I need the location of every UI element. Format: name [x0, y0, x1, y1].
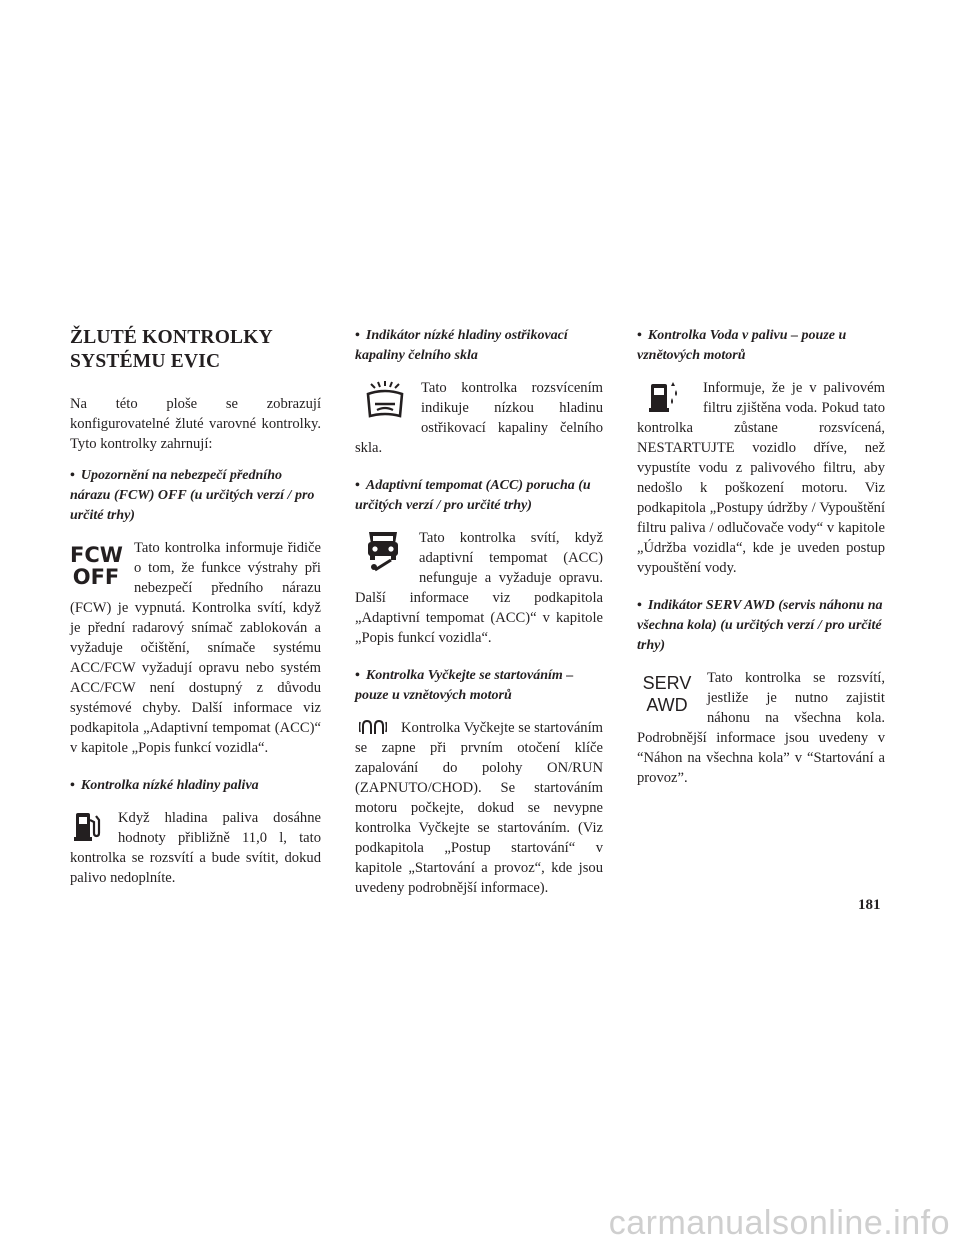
bullet: •	[355, 478, 360, 493]
column-2	[355, 326, 603, 916]
entry-heading	[355, 666, 603, 706]
fcw-off-icon	[70, 544, 122, 588]
entry-acc-fault	[355, 476, 603, 648]
entry-heading	[70, 776, 321, 796]
fcw-icon-label: FCW	[70, 543, 123, 567]
section-title-line-1: ŽLUTÉ KONTROLKY	[70, 327, 273, 348]
awd-icon-label: AWD	[646, 695, 688, 715]
intro-text: Na této ploše se zobrazují konfigurovatelné žluté varovné kontrolky. Tyto kontrolky zahrnují:	[70, 396, 321, 452]
watermark: carmanualsonline.info	[608, 1204, 950, 1242]
column-3	[637, 326, 885, 806]
entry-text: Tato kontrolka informuje řidiče o tom, že funkce výstrahy při nebezpečí předního nárazu (FCW) je vypnutá. Kontrolka svítí, když je přední radarový snímač zablokován a vyžaduje očištění, snímače systému ACC/FCW vyžadují opravu nebo systém ACC/FCW není dostupný z důvodu systémové chyby. Další informace viz podkapitola „Adaptivní tempomat (ACC)“ v kapitole „Popis funkcí vozidla“.	[70, 540, 321, 756]
serv-awd-icon	[639, 672, 695, 716]
entry-fcw-off	[70, 466, 321, 758]
entry-washer-fluid	[355, 326, 603, 458]
entry-heading	[637, 326, 885, 366]
washer-fluid-icon	[365, 378, 405, 422]
page-number: 181	[858, 897, 881, 913]
section-title-line-2: SYSTÉMU EVIC	[70, 351, 221, 372]
bullet: •	[637, 328, 642, 343]
heading-text: Upozornění na nebezpečí předního nárazu (FCW) OFF (u určitých verzí / pro určité trhy)	[70, 468, 315, 523]
heading-text: Kontrolka Voda v palivu – pouze u vznětových motorů	[637, 328, 847, 363]
bullet: •	[355, 668, 360, 683]
bullet: •	[637, 598, 642, 613]
heading-text: Kontrolka Vyčkejte se startováním – pouze u vznětových motorů	[355, 668, 574, 703]
acc-fault-icon	[365, 530, 401, 572]
glow-plug-icon	[359, 718, 387, 736]
off-icon-label: OFF	[72, 565, 120, 589]
heading-text: Indikátor nízké hladiny ostřikovací kapaliny čelního skla	[355, 328, 568, 363]
entry-text: Tato kontrolka se rozsvítí, jestliže je nutno zajistit náhonu na všechna kola. Podrobnější informace jsou uvedeny v “Náhon na všechna kola” v “Startování a provoz”.	[637, 670, 885, 786]
entry-text: Tato kontrolka rozsvícením indikuje nízkou hladinu ostřikovací kapaliny čelního skla.	[355, 380, 603, 456]
entry-low-fuel	[70, 776, 321, 888]
bullet: •	[70, 468, 75, 483]
entry-heading	[70, 466, 321, 526]
column-1	[70, 326, 321, 906]
serv-icon-label: SERV	[642, 673, 692, 693]
entry-heading	[355, 476, 603, 516]
entry-glow-plug	[355, 666, 603, 898]
entry-text: Informuje, že je v palivovém filtru zjištěna voda. Pokud tato kontrolka zůstane rozsvícená, NESTARTUJTE vozidlo dříve, než vypustíte vodu z palivového filtru, aby nedošlo k poškození motoru. Viz podkapitola „Postupy údržby / Vypouštění filtru paliva / odlučovače vody“ v kapitole „Údržba vozidla“, kde je uveden postup vypouštění vody.	[637, 380, 885, 576]
entry-water-in-fuel	[637, 326, 885, 578]
fuel-pump-icon	[74, 810, 102, 842]
heading-text: Indikátor SERV AWD (servis náhonu na všechna kola) (u určitých verzí / pro určité trhy)	[637, 598, 883, 653]
section-title	[70, 326, 321, 374]
entry-heading	[355, 326, 603, 366]
heading-text: Kontrolka nízké hladiny paliva	[80, 778, 259, 793]
water-in-fuel-icon	[649, 380, 681, 414]
entry-text: Když hladina paliva dosáhne hodnoty přibližně 11,0 l, tato kontrolka se rozsvítí a bude svítit, dokud palivo nedoplníte.	[70, 810, 321, 886]
entry-text: Kontrolka Vyčkejte se startováním se zapne při prvním otočení klíče zapalování do polohy ON/RUN (ZAPNUTO/CHOD). Se startováním motoru počkejte, dokud se nevypne kontrolka Vyčkejte se startováním. (Viz podkapitola „Postup startování“ v kapitole „Startování a provoz“, kde jsou uvedeny podrobnější informace).	[355, 720, 603, 896]
entry-serv-awd	[637, 596, 885, 788]
entry-text: Tato kontrolka svítí, když adaptivní tempomat (ACC) nefunguje a vyžaduje opravu. Další informace viz podkapitola „Adaptivní tempomat (ACC)“ v kapitole „Popis funkcí vozidla“.	[355, 530, 603, 646]
heading-text: Adaptivní tempomat (ACC) porucha (u určitých verzí / pro určité trhy)	[355, 478, 591, 513]
bullet: •	[70, 778, 75, 793]
entry-heading	[637, 596, 885, 656]
bullet: •	[355, 328, 360, 343]
